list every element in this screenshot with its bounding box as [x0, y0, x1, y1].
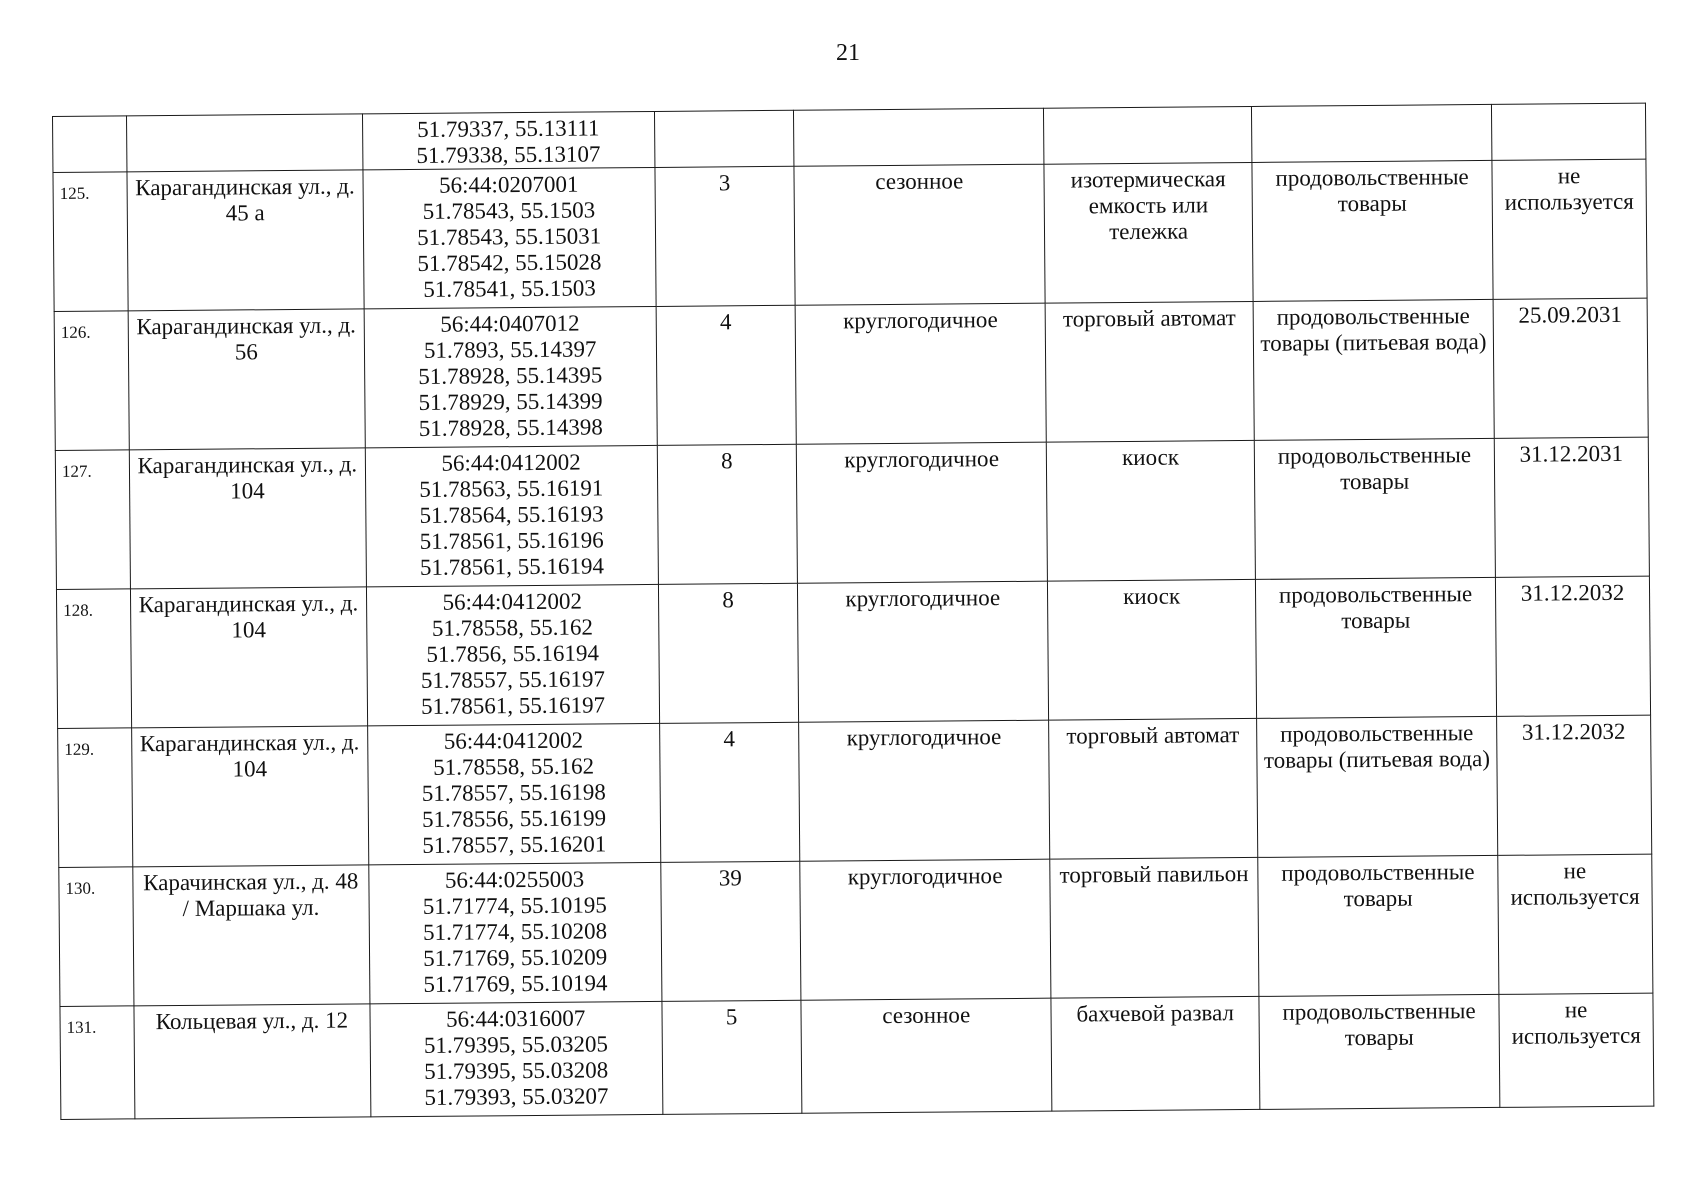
cell-period [794, 108, 1044, 166]
cell-address [126, 114, 362, 172]
cadastral-number: 56:44:0316007 [445, 1005, 586, 1032]
coordinate-line: 51.78563, 55.16191 [419, 475, 604, 502]
coordinate-line: 51.7893, 55.14397 [423, 336, 597, 363]
cell-period: сезонное [801, 998, 1052, 1113]
table-row [55, 437, 1649, 589]
cell-date: не используется [1499, 993, 1654, 1107]
cell-area: 39 [660, 861, 801, 1001]
cell-date: 31.12.2032 [1495, 576, 1650, 716]
cell-object-type: киоск [1046, 440, 1255, 581]
cell-goods: продовольственные товары [1254, 438, 1495, 579]
cell-coordinates [367, 723, 660, 864]
cell-period: круглогодичное [800, 859, 1051, 1000]
cadastral-number: 56:44:0412002 [442, 588, 582, 615]
cell-date: 31.12.2032 [1497, 715, 1652, 855]
cell-goods: продовольственные товары (питьевая вода) [1253, 299, 1494, 440]
cadastral-number: 56:44:0412002 [443, 727, 584, 754]
cell-num: 127. [55, 450, 130, 590]
coordinate-line: 51.78564, 55.16193 [419, 501, 604, 528]
cell-goods: продовольственные товары (питьевая вода) [1257, 716, 1498, 857]
cell-object-type: киоск [1048, 579, 1257, 720]
cell-area: 8 [657, 444, 798, 584]
table-row [60, 993, 1654, 1119]
cell-num: 125. [53, 172, 128, 312]
coordinate-line: 51.78558, 55.162 [433, 753, 595, 780]
cell-object-type: торговый павильон [1050, 857, 1259, 998]
coordinate-line: 51.78558, 55.162 [431, 614, 594, 641]
cell-date: не используется [1498, 854, 1653, 994]
table-row [53, 159, 1647, 311]
cell-object-type: бахчевой развал [1051, 996, 1260, 1111]
coordinate-line: 51.79337, 55.13111 [417, 115, 600, 142]
page-number: 21 [836, 40, 860, 66]
coordinate-line: 51.71769, 55.10194 [423, 970, 608, 997]
cell-num: 128. [56, 589, 131, 729]
cell-num: 130. [59, 867, 134, 1007]
cell-coordinates [370, 1001, 663, 1116]
coordinate-line: 51.78557, 55.16201 [422, 831, 607, 858]
cell-period: круглогодичное [797, 442, 1048, 583]
cell-date: 31.12.2031 [1494, 437, 1649, 577]
cell-period: круглогодичное [798, 581, 1049, 722]
coordinate-line: 51.78561, 55.16197 [421, 692, 606, 719]
coordinate-line: 51.71774, 55.10208 [422, 918, 608, 945]
coordinate-line: 51.79338, 55.13107 [416, 141, 601, 168]
cell-object-type: торговый автомат [1045, 301, 1254, 442]
cell-object-type: торговый автомат [1049, 718, 1258, 859]
coordinate-line: 51.7856, 55.16194 [426, 640, 600, 667]
cell-address: Карагандинская ул., д. 56 [128, 309, 365, 450]
table-row [58, 715, 1652, 867]
cell-date [1491, 103, 1645, 160]
cell-date: не используется [1492, 159, 1647, 299]
cell-num [53, 116, 127, 173]
coordinate-line: 51.79395, 55.03208 [424, 1057, 609, 1084]
cell-address: Кольцевая ул., д. 12 [134, 1004, 371, 1119]
cell-area: 4 [659, 722, 800, 862]
coordinate-line: 51.79395, 55.03205 [423, 1031, 609, 1058]
cell-goods: продовольственные товары [1252, 160, 1493, 301]
cell-coordinates [362, 111, 654, 169]
cell-period: круглогодичное [795, 303, 1046, 444]
coordinate-line: 51.78557, 55.16198 [421, 779, 606, 806]
table-row [59, 854, 1653, 1006]
cell-area: 5 [662, 1000, 803, 1114]
cell-address: Карагандинская ул., д. 104 [129, 448, 366, 589]
cell-address: Карагандинская ул., д. 104 [130, 587, 367, 728]
coordinate-line: 51.79393, 55.03207 [424, 1083, 609, 1110]
cell-goods: продовольственные товары [1255, 577, 1496, 718]
table-row [56, 576, 1650, 728]
coordinate-line: 51.78561, 55.16194 [419, 553, 605, 580]
cell-coordinates [365, 445, 658, 586]
cell-coordinates [364, 306, 657, 447]
cell-coordinates [369, 862, 662, 1003]
coordinate-line: 51.78543, 55.15031 [417, 223, 602, 250]
cadastral-number: 56:44:0407012 [440, 310, 580, 337]
coordinate-line: 51.78928, 55.14395 [418, 362, 603, 389]
cell-area [654, 110, 794, 167]
coordinate-line: 51.78929, 55.14399 [418, 388, 603, 415]
coordinate-line: 51.71774, 55.10195 [422, 892, 607, 919]
cell-period: сезонное [794, 164, 1045, 305]
coordinate-line: 51.78928, 55.14398 [418, 414, 603, 441]
cadastral-number: 56:44:0255003 [444, 866, 585, 893]
cell-area: 4 [656, 305, 797, 445]
coordinate-line: 51.78561, 55.16196 [419, 527, 604, 554]
cell-num: 129. [58, 728, 133, 868]
cell-coordinates [366, 584, 659, 725]
cell-address: Карагандинская ул., д. 45 а [127, 170, 364, 311]
coordinate-line: 51.78541, 55.1503 [423, 275, 596, 302]
coordinate-line: 51.71769, 55.10209 [423, 944, 608, 971]
cell-num: 126. [54, 311, 129, 451]
trade-objects-table [52, 103, 1654, 1120]
cell-address: Карачинская ул., д. 48 / Маршака ул. [133, 865, 370, 1006]
cell-period: круглогодичное [799, 720, 1050, 861]
cell-address: Карагандинская ул., д. 104 [132, 726, 369, 867]
cell-area: 3 [655, 166, 796, 306]
coordinate-line: 51.78557, 55.16197 [420, 666, 605, 693]
cadastral-number: 56:44:0412002 [441, 449, 581, 476]
coordinate-line: 51.78542, 55.15028 [417, 249, 602, 276]
cadastral-number: 56:44:0207001 [439, 171, 579, 198]
cell-object-type [1044, 106, 1252, 164]
cell-num: 131. [60, 1006, 135, 1120]
cell-goods: продовольственные товары [1259, 994, 1500, 1109]
coordinate-line: 51.78543, 55.1503 [422, 197, 596, 224]
table-row [54, 298, 1648, 450]
coordinate-line: 51.78556, 55.16199 [421, 805, 607, 832]
cell-area: 8 [658, 583, 799, 723]
cell-goods: продовольственные товары [1258, 855, 1499, 996]
cell-coordinates [363, 167, 656, 308]
cell-object-type: изотермическая емкость или тележка [1044, 162, 1253, 303]
cell-date: 25.09.2031 [1493, 298, 1648, 438]
cell-goods [1252, 104, 1492, 162]
